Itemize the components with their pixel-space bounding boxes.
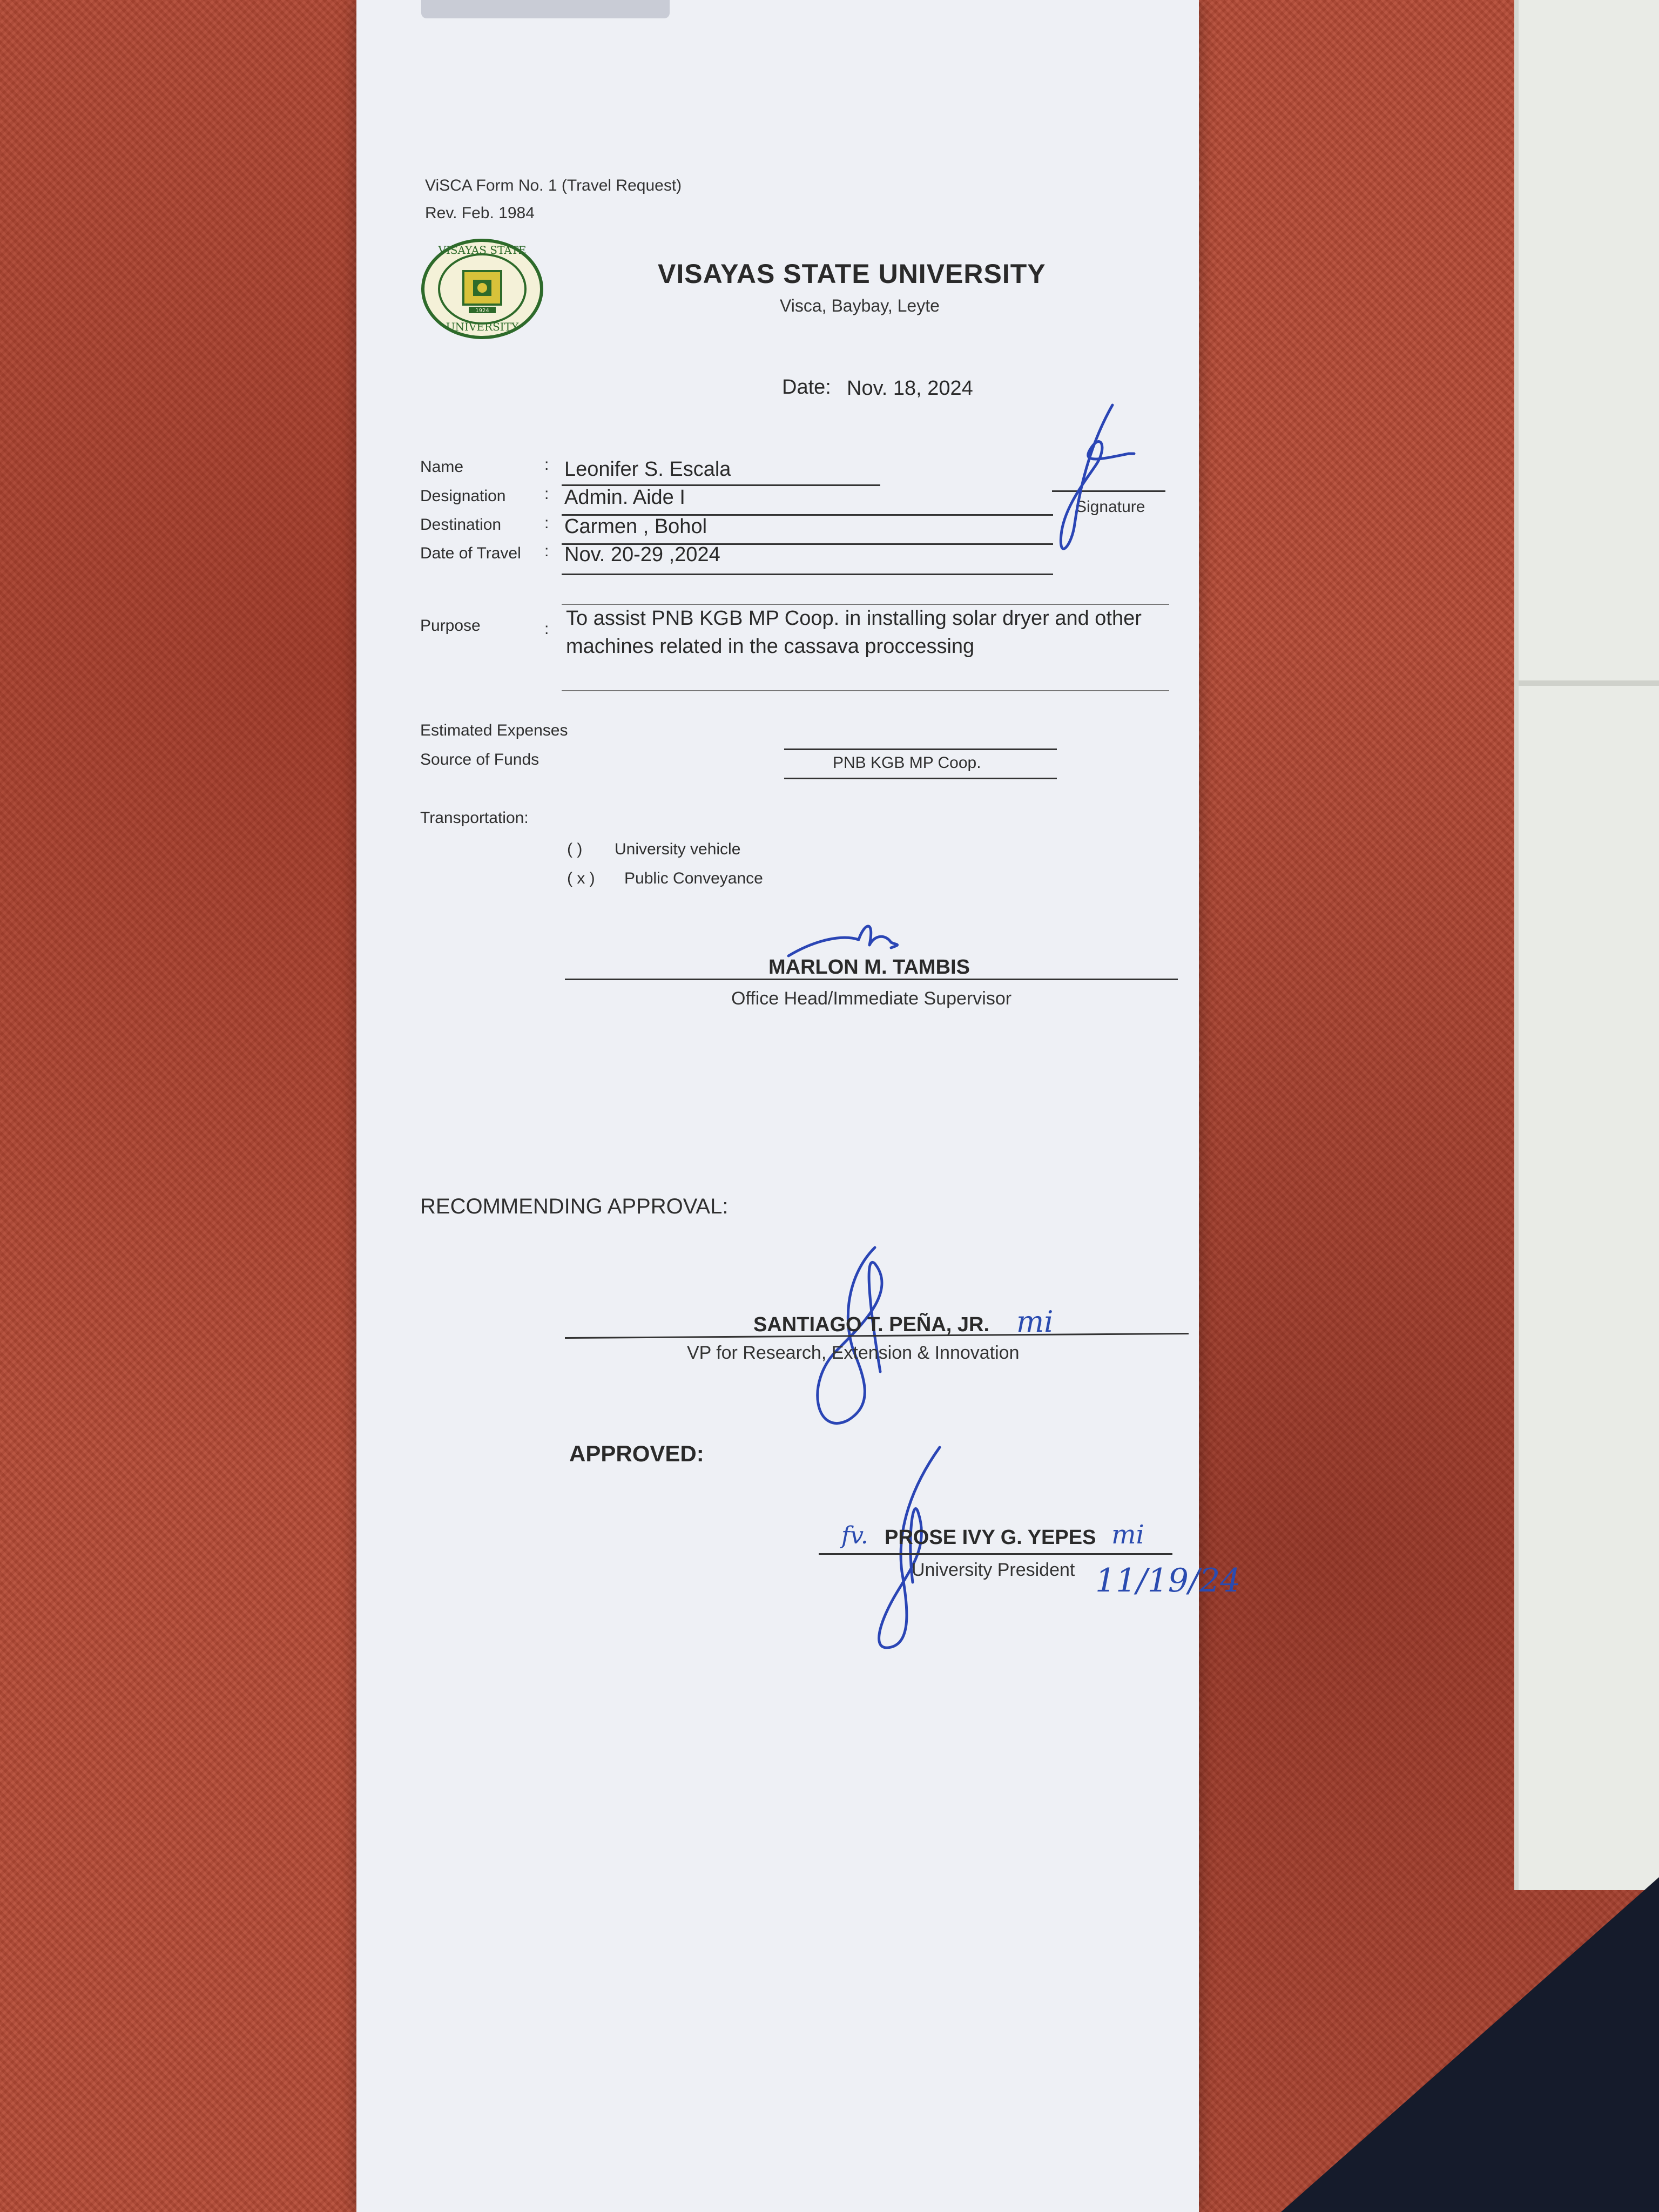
president-title: University President <box>912 1560 1075 1580</box>
president-line <box>819 1553 1172 1555</box>
destination-value: Carmen , Bohol <box>564 515 707 538</box>
purpose-colon: : <box>544 620 549 638</box>
name-label: Name <box>420 458 464 476</box>
designation-value: Admin. Aide I <box>564 486 685 509</box>
form-revision: Rev. Feb. 1984 <box>425 204 535 222</box>
university-seal-icon <box>421 238 545 340</box>
tile-grout-line <box>1519 680 1659 686</box>
estimated-expenses-label: Estimated Expenses <box>420 721 568 739</box>
paper-behind-edge <box>421 0 670 18</box>
public-conveyance-checkbox: ( x ) <box>567 869 595 887</box>
approved-label: APPROVED: <box>569 1441 704 1466</box>
travel-date-underline <box>562 574 1053 575</box>
university-vehicle-checkbox: ( ) <box>567 840 583 858</box>
source-of-funds-value: PNB KGB MP Coop. <box>833 754 981 772</box>
purpose-line-2: machines related in the cassava proccessing <box>566 635 975 658</box>
seal-year: 1924 <box>475 308 489 314</box>
purpose-label: Purpose <box>420 617 481 635</box>
form-number: ViSCA Form No. 1 (Travel Request) <box>425 177 682 194</box>
supervisor-title: Office Head/Immediate Supervisor <box>731 988 1012 1009</box>
travel-date-colon: : <box>544 542 549 560</box>
date-value: Nov. 18, 2024 <box>847 377 973 400</box>
floor-tile <box>1514 0 1659 1890</box>
transportation-label: Transportation: <box>420 809 529 827</box>
source-of-funds-underline <box>784 778 1057 779</box>
dark-fabric-corner <box>1281 1877 1659 2212</box>
purpose-line-1: To assist PNB KGB MP Coop. in installing solar dryer and other <box>566 607 1142 630</box>
designation-label: Designation <box>420 487 506 505</box>
designation-colon: : <box>544 485 549 503</box>
vp-name: SANTIAGO T. PEÑA, JR. <box>753 1313 990 1336</box>
source-of-funds-label: Source of Funds <box>420 751 539 768</box>
supervisor-line <box>565 979 1178 980</box>
estimated-expenses-underline <box>784 748 1057 750</box>
travel-date-label: Date of Travel <box>420 544 521 562</box>
university-address: Visca, Baybay, Leyte <box>780 296 940 315</box>
university-name: VISAYAS STATE UNIVERSITY <box>658 259 1046 289</box>
date-label: Date: <box>782 376 831 399</box>
university-vehicle-label: University vehicle <box>615 840 741 858</box>
president-prefix-initial: fv. <box>841 1522 868 1549</box>
travel-date-value: Nov. 20-29 ,2024 <box>564 543 720 566</box>
president-initials: mi <box>1111 1520 1144 1550</box>
recommending-approval-label: RECOMMENDING APPROVAL: <box>420 1195 729 1218</box>
supervisor-name: MARLON M. TAMBIS <box>768 956 970 979</box>
purpose-bottom-line <box>562 690 1169 691</box>
approval-date-handwritten: 11/19/24 <box>1095 1562 1241 1600</box>
president-name: PROSE IVY G. YEPES <box>885 1526 1096 1549</box>
destination-colon: : <box>544 514 549 532</box>
vp-initials: mi <box>1016 1305 1054 1339</box>
vp-title: VP for Research, Extension & Innovation <box>687 1343 1020 1363</box>
purpose-top-line <box>562 604 1169 605</box>
president-signature <box>869 1442 967 1658</box>
seal-text-top: VISAYAS STATE <box>438 244 527 257</box>
name-colon: : <box>544 456 549 474</box>
signature-label: Signature <box>1076 498 1145 516</box>
seal-text-bottom: UNIVERSITY <box>446 320 519 333</box>
public-conveyance-label: Public Conveyance <box>624 869 763 887</box>
name-value: Leonifer S. Escala <box>564 458 731 481</box>
destination-label: Destination <box>420 516 502 534</box>
applicant-signature <box>1048 400 1156 567</box>
